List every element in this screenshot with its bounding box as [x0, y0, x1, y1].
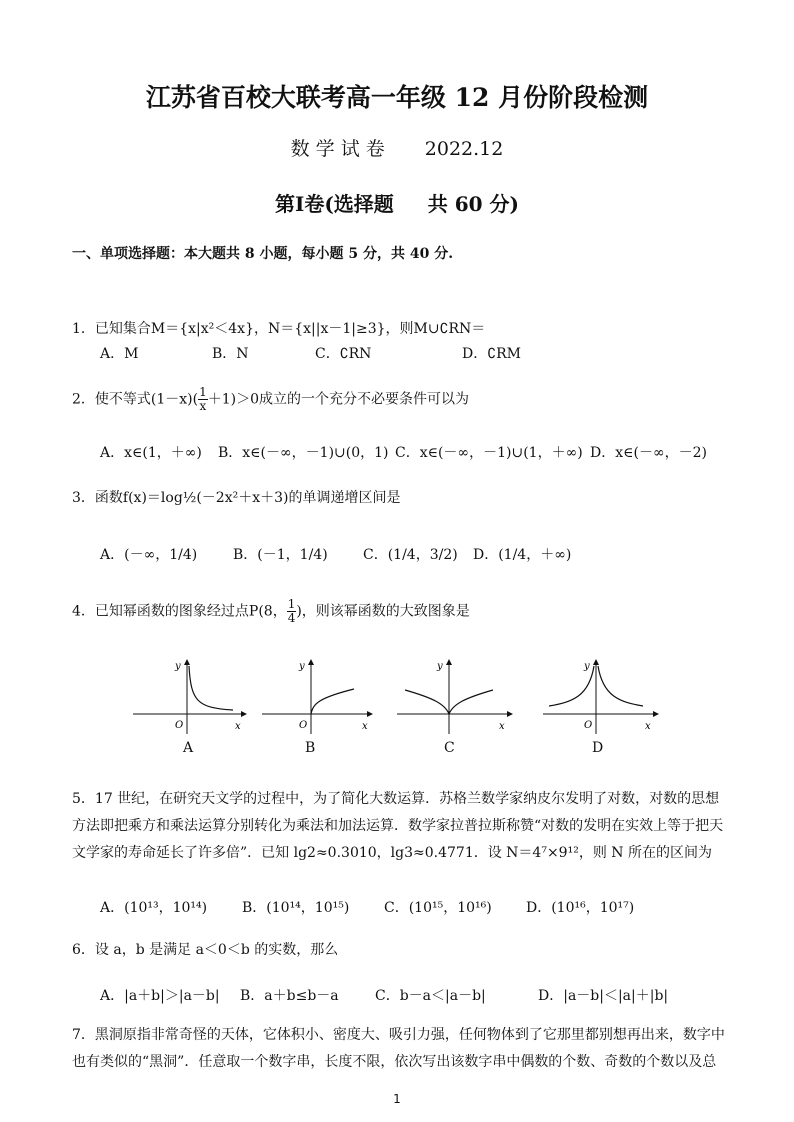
question-1-option-a: A．M — [100, 346, 139, 362]
question-2-fraction — [198, 386, 208, 413]
question-7-text: 7．黑洞原指非常奇怪的天体，它体积小、密度大、吸引力强，任何物体到了它那里都别想再出来，数字中也有类似的“黑洞”．任意取一个数字串，长度不限，依次写出该数字串中偶数的个数、奇数的个数以及总 — [72, 1027, 725, 1070]
graph-a-caption: A — [183, 740, 194, 756]
exam-subtitle — [0, 134, 794, 161]
question-2-stem-part-b: ＋1)＞0成立的一个充分不必要条件可以为 — [207, 391, 470, 408]
graph-a-origin-label: O — [175, 720, 184, 731]
question-6-option-c: C．b－a＜|a－b| — [375, 988, 486, 1004]
question-5-option-c: C．(10¹⁵，10¹⁶) — [384, 900, 492, 916]
question-4-fraction-numerator: 1 — [287, 597, 296, 611]
graph-d-origin-label: O — [584, 720, 593, 731]
exam-date: 2022.12 — [424, 138, 504, 160]
question-3-option-b: B．(－1，1/4) — [233, 547, 328, 563]
graph-d — [543, 656, 661, 736]
graph-b-origin-label: O — [299, 720, 308, 731]
part-heading-right: 共 60 分) — [427, 192, 520, 216]
question-4-fraction-denominator: 4 — [287, 611, 296, 625]
question-5-text: 5．17 世纪，在研究天文学的过程中，为了简化大数运算．苏格兰数学家纳皮尔发明了对数，对数的思想方法即把乘方和乘法运算分别转化为乘法和加法运算．数学家拉普拉斯称赞“对数的发明在实效上等于把天文学家的寿命延长了许多倍”．已知 lg2≈0.3010，lg3≈0.4771．设 N＝4⁷×9¹²，则 N 所在的区间为 — [72, 791, 724, 861]
question-2-stem — [72, 386, 469, 413]
graph-c-x-label: x — [499, 721, 505, 732]
question-5-option-b: B．(10¹⁴，10¹⁵) — [242, 900, 350, 916]
question-2-option-c: C．x∈(－∞，－1)∪(1，＋∞) — [395, 445, 583, 461]
question-2-option-a: A．x∈(1，＋∞) — [100, 445, 202, 461]
graph-a — [133, 656, 248, 736]
subject-label: 数 学 试 卷 — [290, 138, 385, 160]
question-2-option-d: D．x∈(－∞，－2) — [590, 445, 707, 461]
graph-d-x-label: x — [645, 721, 651, 732]
question-1-option-c: C．∁RN — [315, 346, 372, 362]
graph-b-x-label: x — [362, 721, 368, 732]
question-2-stem-part-a: 2．使不等式(1－x)( — [72, 391, 199, 408]
page-number: 1 — [393, 1092, 401, 1106]
graph-a-x-label: x — [235, 721, 241, 732]
question-6-option-a: A．|a＋b|＞|a－b| — [100, 988, 220, 1004]
graph-b-caption: B — [305, 740, 316, 756]
question-4-stem-part-b: )，则该幂函数的大致图象是 — [296, 603, 470, 620]
question-4-stem — [72, 598, 470, 625]
question-6-stem: 6．设 a，b 是满足 a＜0＜b 的实数，那么 — [72, 942, 339, 958]
graph-c-caption: C — [444, 740, 455, 756]
question-3-option-a: A．(－∞，1/4) — [100, 547, 198, 563]
part-heading — [0, 188, 794, 217]
part-heading-left: 第Ⅰ卷(选择题 — [274, 192, 394, 216]
exam-title: 江苏省百校大联考高一年级 12 月份阶段检测 — [145, 83, 649, 112]
question-4-stem-part-a: 4．已知幂函数的图象经过点P(8， — [72, 603, 287, 620]
question-2-fraction-numerator: 1 — [199, 385, 207, 399]
question-2-option-b: B．x∈(－∞，－1)∪(0，1) — [218, 445, 389, 461]
graph-b-y-label: y — [299, 661, 305, 672]
graph-c-y-label: y — [437, 661, 443, 672]
graph-a-y-label: y — [175, 661, 181, 672]
question-1-option-b: B．N — [212, 346, 249, 362]
question-3-option-c: C．(1/4，3/2) — [363, 547, 458, 563]
question-6-option-d: D．|a－b|＜|a|＋|b| — [538, 988, 669, 1004]
question-3-option-d: D．(1/4，＋∞) — [473, 547, 572, 563]
graph-b — [262, 656, 377, 736]
question-3-stem: 3．函数f(x)＝log½(－2x²＋x＋3)的单调递增区间是 — [72, 490, 401, 506]
question-1-stem: 1．已知集合M＝{x|x²＜4x}，N＝{x||x－1|≥3}，则M∪∁RN＝ — [72, 321, 486, 337]
question-2-fraction-denominator: x — [199, 399, 207, 413]
question-1-option-d: D．∁RM — [462, 346, 522, 362]
question-4-fraction — [287, 598, 297, 625]
graph-d-caption: D — [592, 740, 604, 756]
graph-c — [397, 656, 515, 736]
section-heading: 一、单项选择题：本大题共 8 小题，每小题 5 分，共 40 分. — [72, 246, 454, 262]
question-5-option-a: A．(10¹³，10¹⁴) — [100, 900, 208, 916]
graph-d-y-label: y — [584, 661, 590, 672]
question-5-option-d: D．(10¹⁶，10¹⁷) — [526, 900, 635, 916]
question-6-option-b: B．a＋b≤b－a — [240, 988, 339, 1004]
